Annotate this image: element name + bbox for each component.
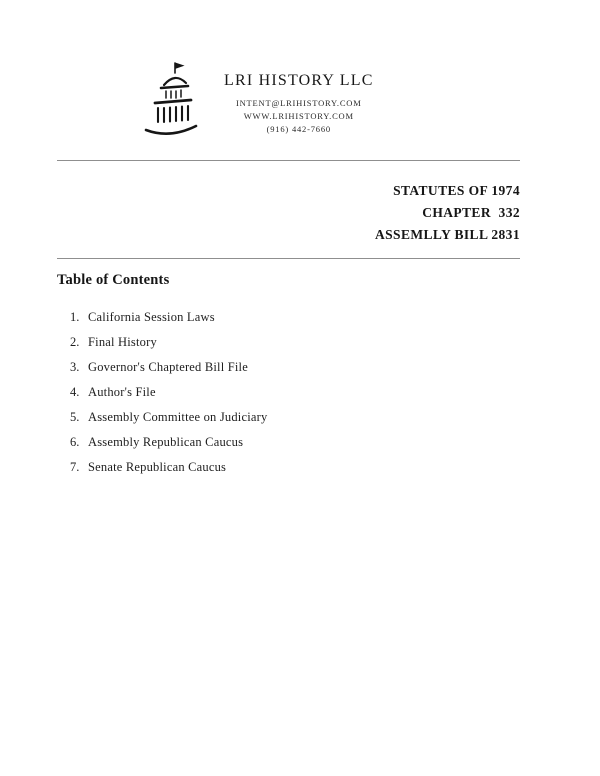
company-website: WWW.LRIHISTORY.COM (243, 111, 354, 121)
toc-item-label: California Session Laws (88, 310, 215, 324)
letterhead (142, 60, 374, 140)
toc-item-label: Senate Republican Caucus (88, 460, 227, 474)
divider-top (57, 160, 520, 161)
toc-title: Table of Contents (57, 272, 170, 288)
statute-reference (375, 180, 520, 246)
toc-item-label: Assembly Republican Caucus (88, 435, 244, 449)
toc-item-label: Governor's Chaptered Bill File (88, 360, 248, 374)
toc-item-number: 2. (70, 335, 80, 349)
toc-item (70, 411, 520, 424)
toc-item-number: 6. (70, 435, 80, 449)
company-phone: (916) 442-7660 (266, 124, 331, 134)
company-name: LRI HISTORY LLC (224, 72, 374, 89)
capitol-logo-icon (142, 60, 200, 140)
chapter-line: CHAPTER 332 (422, 205, 520, 220)
toc-item-number: 7. (70, 460, 80, 474)
toc-item (70, 361, 520, 374)
toc-item (70, 336, 520, 349)
divider-bottom (57, 258, 520, 259)
company-email: INTENT@LRIHISTORY.COM (235, 98, 362, 108)
toc-item (70, 436, 520, 449)
toc-item-label: Final History (88, 335, 157, 349)
toc-item-label: Assembly Committee on Judiciary (88, 410, 268, 424)
statutes-line: STATUTES OF 1974 (393, 183, 520, 198)
letterhead-text (224, 60, 374, 136)
toc-item (70, 461, 520, 474)
table-of-contents (57, 272, 520, 486)
toc-item-number: 1. (70, 310, 80, 324)
toc-item-number: 5. (70, 410, 80, 424)
toc-item-label: Author's File (88, 385, 156, 399)
toc-item (70, 386, 520, 399)
toc-item (70, 311, 520, 324)
toc-item-number: 4. (70, 385, 80, 399)
toc-item-number: 3. (70, 360, 80, 374)
bill-line: ASSEMLLY BILL 2831 (374, 227, 520, 242)
toc-list (57, 311, 520, 474)
